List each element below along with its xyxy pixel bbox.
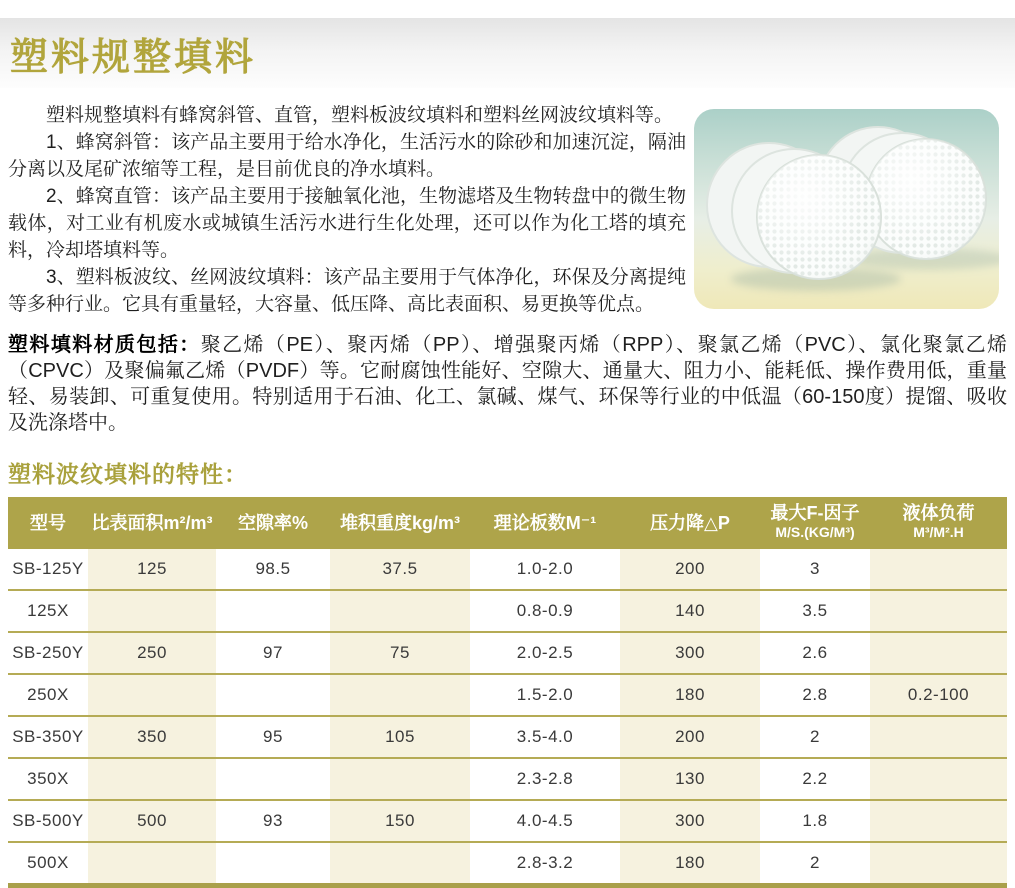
- intro-paragraph: 3、塑料板波纹、丝网波纹填料：该产品主要用于气体净化，环保及分离提纯等多种行业。它具有重量轻，大容量、低压降、高比表面积、易更换等优点。: [8, 267, 686, 315]
- table-row: [8, 549, 1007, 590]
- table-cell: 200: [620, 549, 760, 590]
- table-cell: [330, 590, 470, 632]
- header-surface-area: 比表面积m²/m³: [88, 497, 216, 549]
- table-cell: 4.0-4.5: [470, 800, 620, 842]
- header-bulk-density: 堆积重度kg/m³: [330, 497, 470, 549]
- header-liquid-load: 液体负荷 M³/M².H: [870, 497, 1007, 549]
- table-cell: 2: [760, 842, 870, 886]
- table-cell: [216, 590, 330, 632]
- table-cell: [330, 758, 470, 800]
- intro-section: [0, 102, 1015, 318]
- table-cell: [88, 758, 216, 800]
- table-cell: 98.5: [216, 549, 330, 590]
- table-cell: [216, 842, 330, 886]
- intro-paragraph: 2、蜂窝直管：该产品主要用于接触氧化池，生物滤塔及生物转盘中的微生物载体，对工业有机废水或城镇生活污水进行生化处理，还可以作为化工塔的填充料，冷却塔填料等。: [8, 186, 686, 261]
- table-cell: [870, 632, 1007, 674]
- table-cell: 2.3-2.8: [470, 758, 620, 800]
- table-row: [8, 842, 1007, 886]
- table-cell: 105: [330, 716, 470, 758]
- table-cell: 2.6: [760, 632, 870, 674]
- table-cell: 3: [760, 549, 870, 590]
- table-cell: 3.5-4.0: [470, 716, 620, 758]
- intro-paragraph: 塑料规整填料有蜂窝斜管、直管，塑料板波纹填料和塑料丝网波纹填料等。: [46, 105, 674, 126]
- materials-label: 塑料填料材质包括：: [8, 334, 201, 356]
- table-cell: [870, 549, 1007, 590]
- table-cell: [216, 674, 330, 716]
- table-cell: [870, 716, 1007, 758]
- features-section-title: 塑料波纹填料的特性：: [8, 461, 248, 487]
- table-cell: 2.8-3.2: [470, 842, 620, 886]
- table-cell: 150: [330, 800, 470, 842]
- table-cell: 180: [620, 674, 760, 716]
- page-title: 塑料规整填料: [10, 36, 257, 79]
- table-row: [8, 590, 1007, 632]
- honeycomb-packing-illustration: [694, 109, 999, 309]
- table-cell: 2.0-2.5: [470, 632, 620, 674]
- table-cell: 1.5-2.0: [470, 674, 620, 716]
- header-pressure-drop: 压力降△P: [620, 497, 760, 549]
- table-cell: 500X: [8, 842, 88, 886]
- table-cell: 37.5: [330, 549, 470, 590]
- table-cell: 0.2-100: [870, 674, 1007, 716]
- table-cell: 125X: [8, 590, 88, 632]
- table-cell: [330, 842, 470, 886]
- table-cell: 125: [88, 549, 216, 590]
- table-row: [8, 758, 1007, 800]
- table-cell: 0.8-0.9: [470, 590, 620, 632]
- header-void-fraction: 空隙率%: [216, 497, 330, 549]
- table-cell: [88, 590, 216, 632]
- spec-table-body: [8, 549, 1007, 886]
- spec-table: [8, 497, 1007, 888]
- header-max-f-factor: 最大F-因子 M/S.(KG/M³): [760, 497, 870, 549]
- table-cell: 93: [216, 800, 330, 842]
- table-cell: 1.8: [760, 800, 870, 842]
- intro-paragraph: 1、蜂窝斜管：该产品主要用于给水净化，生活污水的除砂和加速沉淀，隔油分离以及尾矿浓缩等工程，是目前优良的净水填料。: [8, 132, 686, 180]
- table-cell: 75: [330, 632, 470, 674]
- table-cell: [870, 590, 1007, 632]
- table-cell: 350: [88, 716, 216, 758]
- materials-paragraph: [0, 332, 1015, 436]
- table-row: [8, 716, 1007, 758]
- table-cell: [870, 758, 1007, 800]
- table-cell: [870, 842, 1007, 886]
- header-row: [8, 497, 1007, 549]
- table-cell: 200: [620, 716, 760, 758]
- table-cell: [88, 842, 216, 886]
- table-cell: 300: [620, 632, 760, 674]
- table-cell: 97: [216, 632, 330, 674]
- table-cell: SB-250Y: [8, 632, 88, 674]
- table-cell: 350X: [8, 758, 88, 800]
- table-row: [8, 632, 1007, 674]
- spec-table-header: [8, 497, 1007, 549]
- table-cell: [870, 800, 1007, 842]
- page-title-banner: [0, 18, 1015, 88]
- table-cell: SB-500Y: [8, 800, 88, 842]
- table-cell: 2.2: [760, 758, 870, 800]
- table-cell: SB-350Y: [8, 716, 88, 758]
- table-cell: 250X: [8, 674, 88, 716]
- table-cell: 2.8: [760, 674, 870, 716]
- table-cell: 130: [620, 758, 760, 800]
- table-cell: [216, 758, 330, 800]
- table-cell: 95: [216, 716, 330, 758]
- header-theoretical-plates: 理论板数M⁻¹: [470, 497, 620, 549]
- intro-text: [8, 102, 686, 318]
- table-cell: 180: [620, 842, 760, 886]
- table-cell: 500: [88, 800, 216, 842]
- table-row: [8, 800, 1007, 842]
- table-cell: 2: [760, 716, 870, 758]
- product-photo: [694, 109, 999, 309]
- table-cell: 250: [88, 632, 216, 674]
- materials-text: 聚乙烯（PE）、聚丙烯（PP）、增强聚丙烯（RPP）、聚氯乙烯（PVC）、氯化聚氯乙烯（CPVC）及聚偏氟乙烯（PVDF）等。它耐腐蚀性能好、空隙大、通量大、阻力小、能耗低、操作费用低，重量轻、易装卸、可重复使用。特别适用于石油、化工、氯碱、煤气、环保等行业的中低温（60-150度）提馏、吸收及洗涤塔中。: [8, 334, 1008, 434]
- header-model: 型号: [8, 497, 88, 549]
- table-cell: [330, 674, 470, 716]
- table-cell: 140: [620, 590, 760, 632]
- table-cell: 1.0-2.0: [470, 549, 620, 590]
- table-row: [8, 674, 1007, 716]
- table-cell: SB-125Y: [8, 549, 88, 590]
- table-cell: 300: [620, 800, 760, 842]
- table-cell: 3.5: [760, 590, 870, 632]
- table-cell: [88, 674, 216, 716]
